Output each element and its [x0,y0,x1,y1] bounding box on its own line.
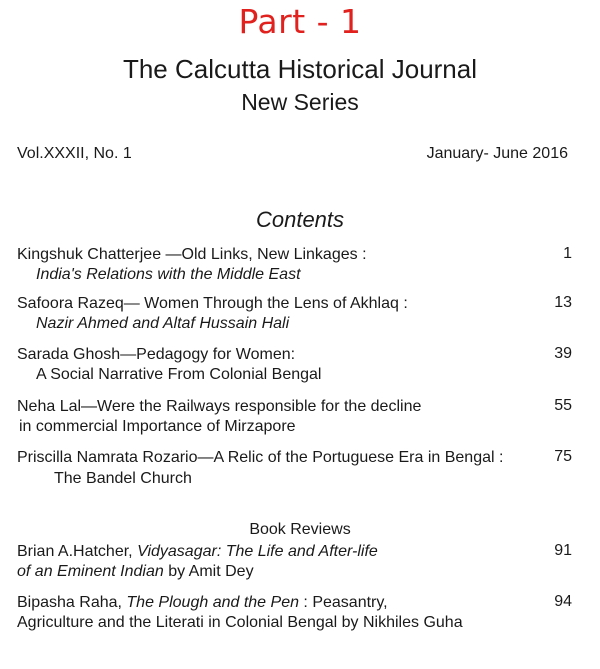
review-book-title-cont: of an Eminent Indian [17,563,164,580]
review-entry [17,542,572,582]
review-entry [17,593,572,633]
article-page-number: 13 [554,294,572,311]
article-author-title: Kingshuk Chatterjee —Old Links, New Linkages : [17,246,367,263]
book-reviews-heading: Book Reviews [249,521,351,538]
journal-title: The Calcutta Historical Journal [122,54,478,84]
article-subtitle: The Bandel Church [54,470,192,487]
article-entry [17,294,572,334]
review-author: Brian A.Hatcher, [17,543,138,560]
article-entry [17,448,572,490]
article-subtitle: A Social Narrative From Colonial Bengal [36,366,322,383]
article-entry [17,345,572,385]
article-page-number: 1 [563,245,572,262]
review-page-number: 94 [554,593,572,610]
part-label: Part - 1 [238,2,362,41]
article-subtitle: Nazir Ahmed and Altaf Hussain Hali [36,315,290,332]
review-page-number: 91 [554,542,572,559]
article-author-title: Neha Lal—Were the Railways responsible for the decline [17,398,422,415]
article-author-title: Priscilla Namrata Rozario—A Relic of the Portuguese Era in Bengal : [17,449,504,466]
review-book-title: The Plough and the Pen [126,594,299,611]
article-page-number: 75 [554,448,572,465]
article-author-title: Sarada Ghosh—Pedagogy for Women: [17,346,296,363]
article-entry [17,245,572,285]
article-entry [17,397,572,437]
article-subtitle: India's Relations with the Middle East [36,266,301,283]
series-label: New Series [241,89,359,115]
review-title-rest: : Peasantry, [298,594,388,611]
article-page-number: 39 [554,345,572,362]
review-book-title: Vidyasagar: The Life and After-life [137,543,378,560]
issue-date: January- June 2016 [426,145,568,162]
volume-number: Vol.XXXII, No. 1 [17,145,132,162]
article-subtitle: in commercial Importance of Mirzapore [19,418,296,435]
review-details: Agriculture and the Literati in Colonial Bengal by Nikhiles Guha [17,614,463,631]
review-reviewer: by Amit Dey [163,563,254,580]
article-page-number: 55 [554,397,572,414]
contents-heading: Contents [255,207,345,232]
article-author-title: Safoora Razeq— Women Through the Lens of Akhlaq : [17,295,408,312]
review-author: Bipasha Raha, [17,594,127,611]
